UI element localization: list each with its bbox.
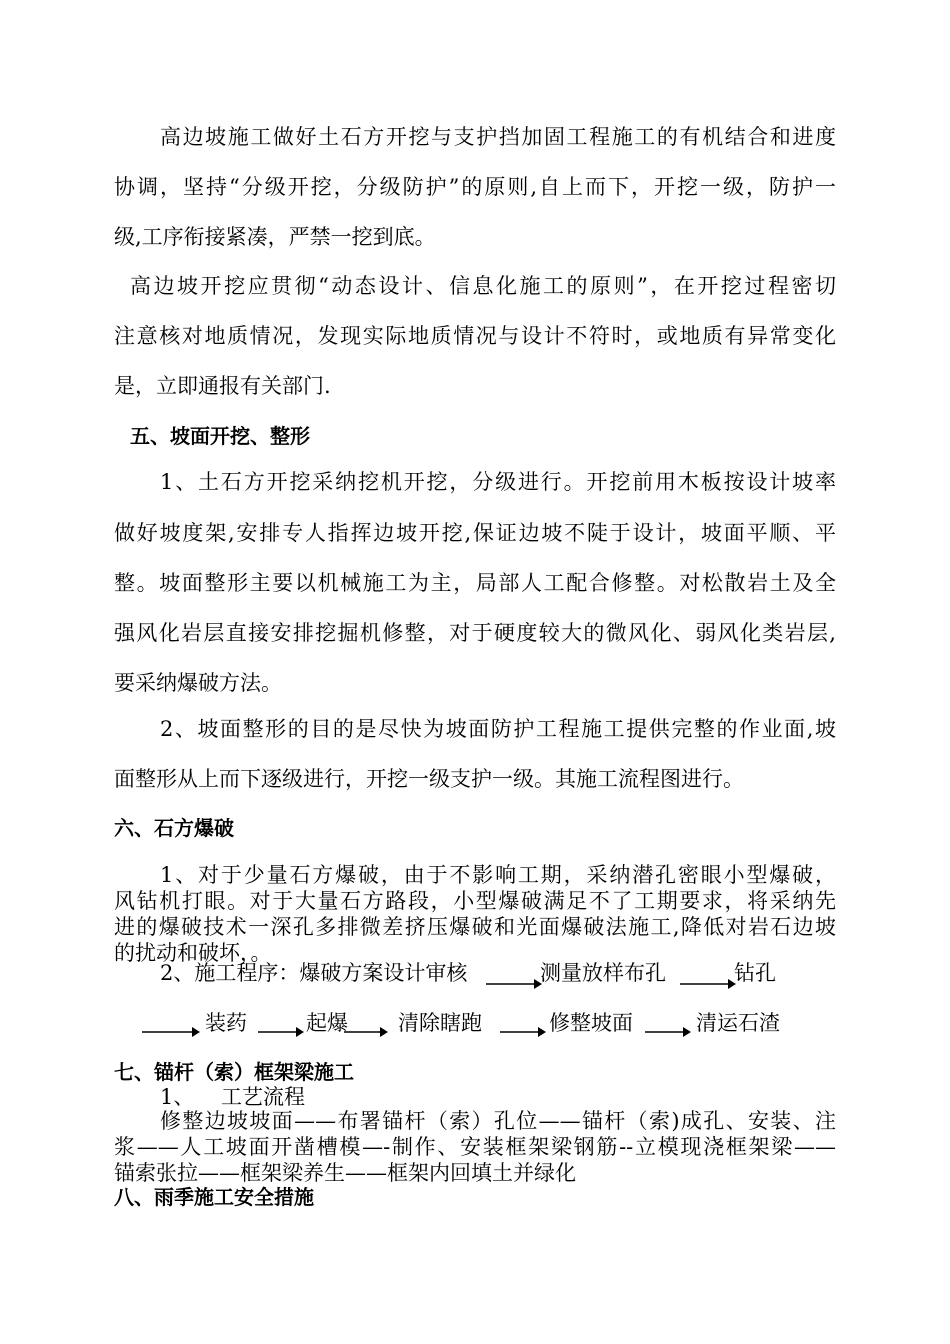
paragraph-line: 修整边坡坡面——布署锚杆（索）孔位——锚杆（索)成孔、安装、注: [160, 1109, 836, 1133]
flow-step: 清除瞎跑: [398, 1011, 482, 1035]
flow-step: 钻孔: [734, 961, 776, 985]
flow-step: 测量放样布孔: [540, 961, 666, 985]
flow-arrow: [486, 972, 542, 996]
flow-arrow: [645, 1020, 691, 1044]
section-heading: 五、坡面开挖、整形: [130, 424, 310, 448]
paragraph-line: 1、土石方开挖采纳挖机开挖，分级进行。开挖前用木板按设计坡率: [160, 470, 836, 494]
paragraph-line: 1、 工艺流程: [160, 1085, 306, 1109]
section-heading: 六、石方爆破: [114, 816, 234, 840]
paragraph-line: 强风化岩层直接安排挖掘机修整，对于硬度较大的微风化、弱风化类岩层,: [114, 621, 836, 645]
paragraph-line: 注意核对地质情况，发现实际地质情况与设计不符时，或地质有异常变化: [114, 324, 836, 348]
section-heading: 八、雨季施工安全措施: [114, 1185, 314, 1209]
paragraph-line: 高边坡开挖应贯彻“动态设计、信息化施工的原则”，在开挖过程密切: [130, 274, 836, 298]
paragraph-line: 风钻机打眼。对于大量石方路段，小型爆破满足不了工期要求，将采纳先: [114, 889, 836, 913]
paragraph-line: 协调，坚持“分级开挖，分级防护”的原则,自上而下，开挖一级，防护一: [114, 175, 836, 199]
flow-arrow: [258, 1020, 304, 1044]
paragraph-line: 2、坡面整形的目的是尽快为坡面防护工程施工提供完整的作业面,坡: [160, 717, 836, 741]
paragraph-line: 要采纳爆破方法。: [114, 671, 282, 695]
paragraph-line: 的扰动和破坏，。: [114, 941, 272, 965]
paragraph-line: 进的爆破技术一深孔多排微差挤压爆破和光面爆破法施工,降低对岩石边坡: [114, 915, 836, 939]
flow-arrow: [680, 972, 736, 996]
flow-step: 起爆: [306, 1011, 348, 1035]
paragraph-line: 做好坡度架,安排专人指挥边坡开挖,保证边坡不陡于设计，坡面平顺、平: [114, 521, 836, 545]
paragraph-line: 1、对于少量石方爆破，由于不影响工期，采纳潜孔密眼小型爆破，: [160, 863, 836, 887]
flow-step: 修整坡面: [549, 1011, 633, 1035]
section-heading: 七、锚杆（索）框架梁施工: [114, 1060, 354, 1084]
flow-arrow: [344, 1020, 388, 1044]
paragraph-line: 整。坡面整形主要以机械施工为主，局部人工配合修整。对松散岩土及全: [114, 571, 836, 595]
flow-arrow: [142, 1020, 200, 1044]
paragraph-line: 锚索张拉——框架梁养生——框架内回填土并绿化: [114, 1161, 576, 1185]
paragraph-line: 级,工序衔接紧凑，严禁一挖到底。: [114, 225, 436, 249]
flow-step: 装药: [205, 1011, 247, 1035]
flow-step: 清运石渣: [696, 1011, 780, 1035]
paragraph-line: 高边坡施工做好土石方开挖与支护挡加固工程施工的有机结合和进度: [160, 125, 836, 149]
flow-prefix: 2、施工程序：爆破方案设计审核: [160, 961, 468, 985]
paragraph-line: 是，立即通报有关部门.: [114, 374, 331, 398]
paragraph-line: 面整形从上而下逐级进行，开挖一级支护一级。其施工流程图进行。: [114, 767, 744, 791]
flow-arrow: [500, 1020, 546, 1044]
paragraph-line: 浆——人工坡面开凿槽模—-制作、安装框架梁钢筋--立模现浇框架梁——: [114, 1135, 836, 1159]
